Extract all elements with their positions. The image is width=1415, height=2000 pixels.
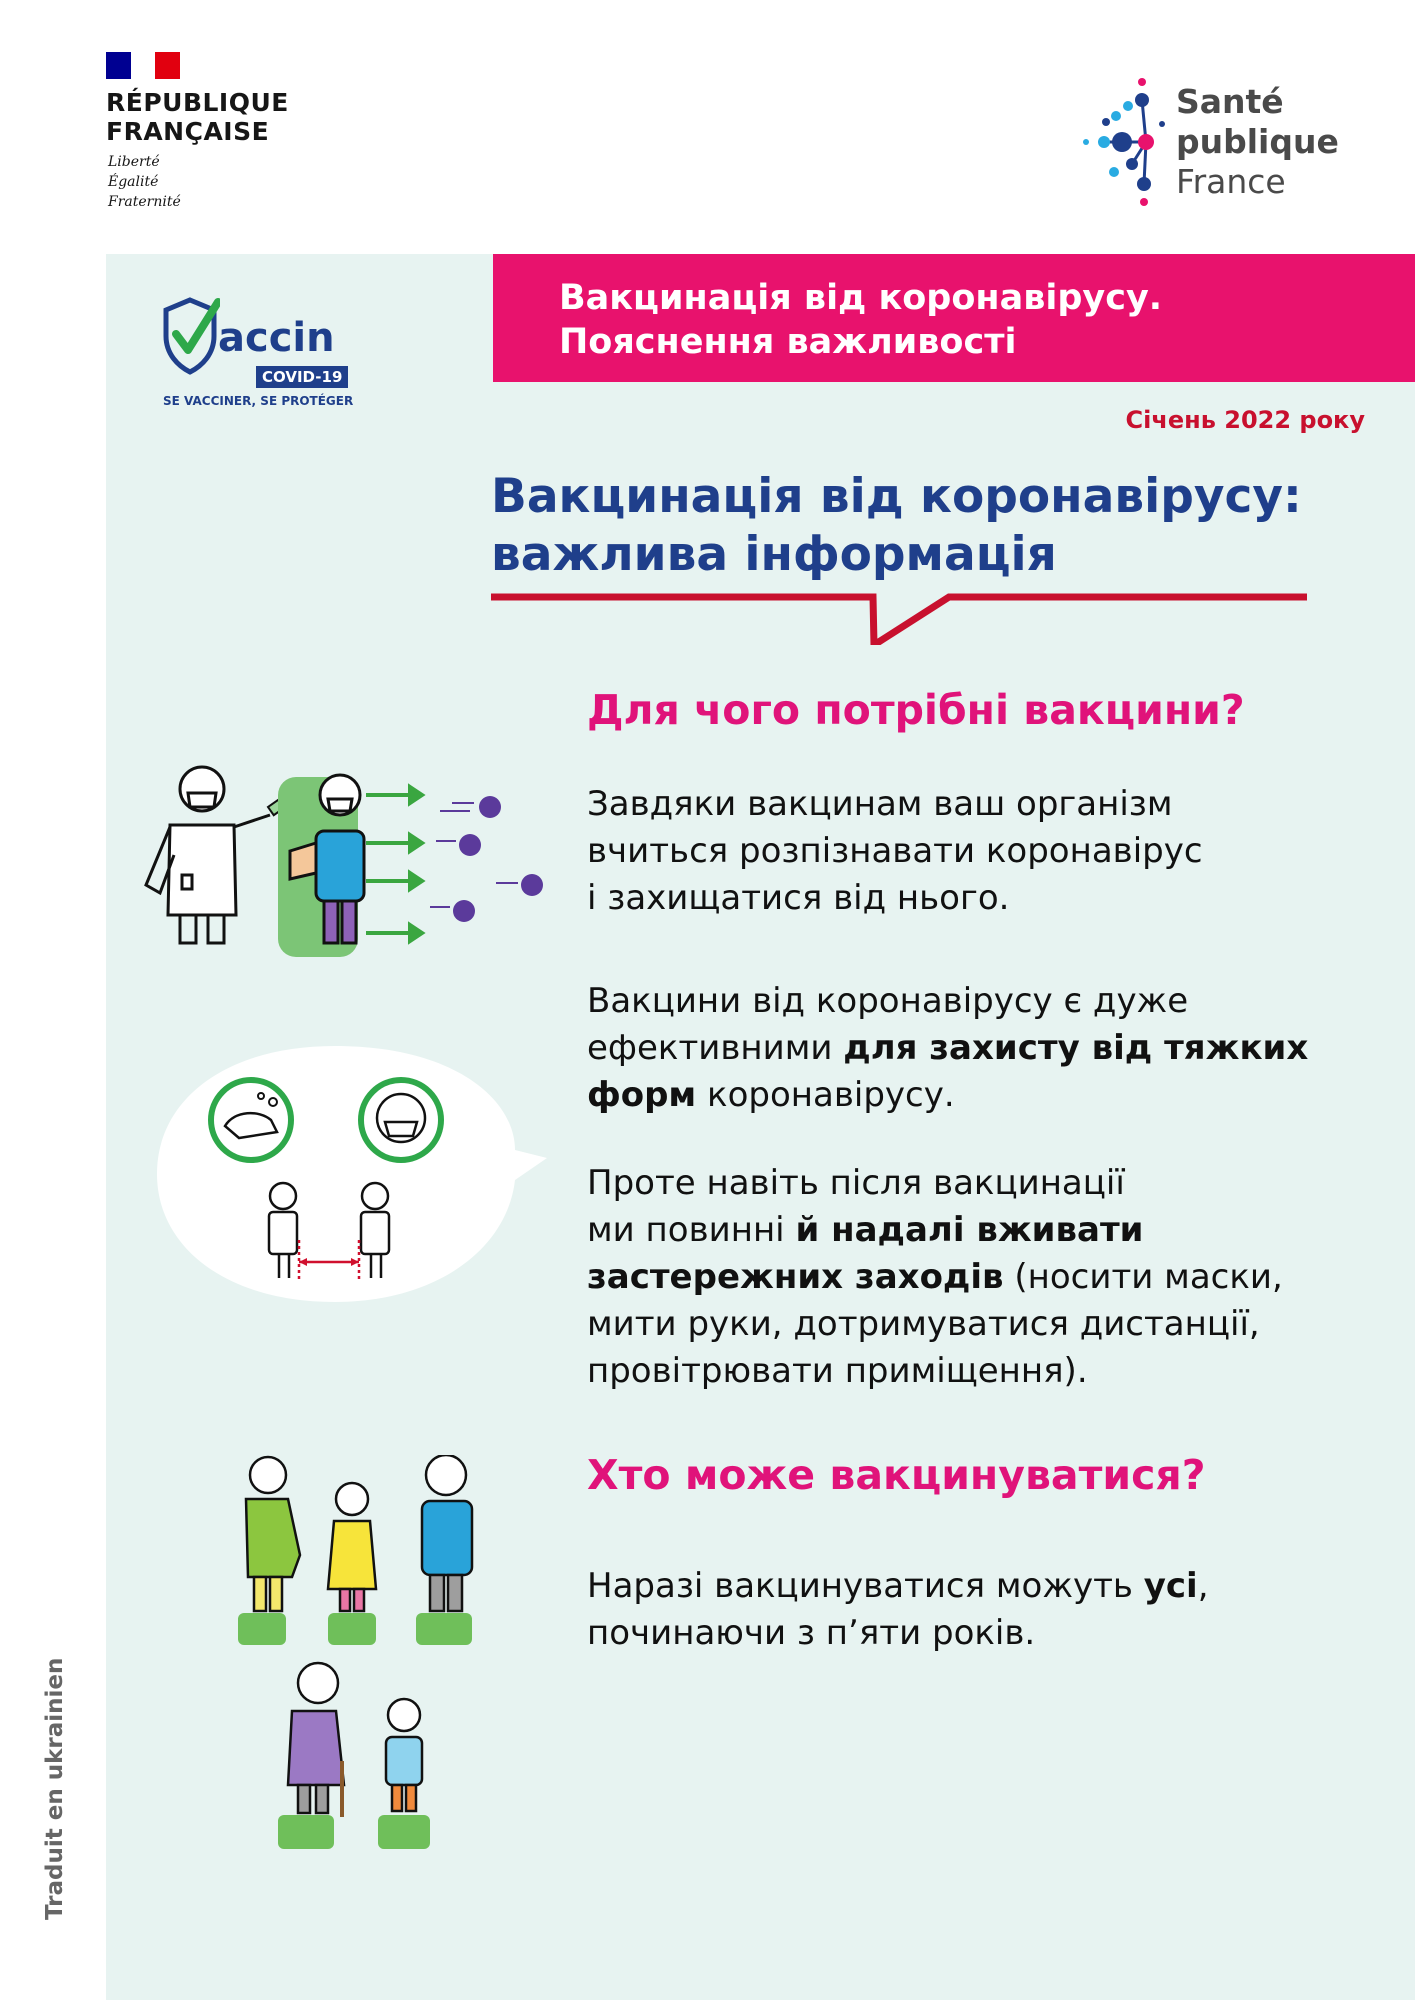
sante-publique-france-logo: [1076, 72, 1339, 212]
republique-word: RÉPUBLIQUE: [106, 88, 289, 117]
p1-line-1: Завдяки вакцинам ваш організм: [587, 784, 1173, 824]
p4-line-1-text: Наразі вакцинуватися можуть: [587, 1566, 1144, 1606]
p2-line-3-text: коронавірусу.: [696, 1075, 955, 1115]
section-1-paragraph-1: [587, 781, 1397, 922]
p3-line-3-text: (носити маски,: [1003, 1257, 1283, 1297]
banner-text: [559, 276, 1162, 364]
p4-line-1-comma: ,: [1197, 1566, 1209, 1606]
republique-francaise-name: [106, 88, 289, 146]
p2-line-1: Вакцини від коронавірусу є дуже: [587, 981, 1189, 1021]
p4-line-1: [587, 1563, 1397, 1610]
motto-egalite: Égalité: [108, 174, 159, 190]
doctor-icon: [146, 767, 270, 943]
man-blue-icon: [416, 1455, 472, 1645]
child-yellow-icon: [328, 1483, 376, 1645]
page-title-line-2: важлива інформація: [491, 527, 1057, 582]
virus-icon: [430, 796, 543, 922]
p3-line-1: Проте навіть після вакцинації: [587, 1163, 1125, 1203]
section-2-paragraph: [587, 1563, 1397, 1657]
mask-icon: [361, 1080, 441, 1160]
section-1-paragraph-2: [587, 978, 1397, 1119]
p1-line-3: і захищатися від нього.: [587, 878, 1010, 918]
vaccination-illustration: [140, 755, 550, 965]
protection-arrows-icon: [366, 787, 422, 941]
motto-liberte: Liberté: [108, 154, 160, 170]
vaccin-covid-logo: [160, 290, 360, 420]
section-1-heading: Для чого потрібні вакцини?: [587, 686, 1245, 734]
page-title-line-1: Вакцинація від коронавірусу:: [491, 469, 1302, 524]
p2-line-2: [587, 1025, 1397, 1072]
spf-wordmark: [1176, 82, 1339, 202]
p3-line-2-text: ми повинні: [587, 1210, 796, 1250]
p3-line-2-bold: й надалі вживати: [795, 1210, 1144, 1250]
p3-line-4: мити руки, дотримуватися дистанції,: [587, 1304, 1260, 1344]
speech-underline-icon: [491, 585, 1307, 645]
francaise-word: FRANÇAISE: [106, 117, 270, 146]
spf-publique: publique: [1176, 122, 1339, 161]
title-banner: [493, 254, 1415, 382]
vaccinated-people-illustration: [230, 1455, 490, 1855]
p4-line-1-bold: усі: [1143, 1566, 1198, 1606]
patient-icon: [278, 775, 364, 957]
spf-sante: Santé: [1176, 82, 1284, 121]
handwashing-icon: [211, 1080, 291, 1160]
pregnant-woman-icon: [238, 1457, 300, 1645]
republique-francaise-logo: [106, 52, 306, 212]
translation-label: Traduit en ukrainien: [42, 1657, 68, 1920]
p3-line-3: [587, 1254, 1397, 1301]
spf-france: France: [1176, 162, 1286, 201]
covid-badge: COVID-19: [256, 366, 348, 388]
banner-line-2: Пояснення важливості: [559, 322, 1017, 362]
p3-line-3-bold: застережних заходів: [587, 1257, 1004, 1297]
publication-date: Січень 2022 року: [1125, 406, 1365, 434]
section-1-paragraph-3: [587, 1160, 1397, 1395]
p2-line-3-bold: форм: [587, 1075, 697, 1115]
p2-line-3: [587, 1072, 1397, 1119]
banner-line-1: Вакцинація від коронавірусу.: [559, 278, 1163, 318]
republic-motto: [108, 152, 181, 212]
shield-check-icon: [160, 296, 220, 376]
p3-line-5: провітрювати приміщення).: [587, 1351, 1088, 1391]
elderly-person-icon: [278, 1663, 344, 1849]
vaccin-word: accin: [218, 315, 335, 361]
page-title: [491, 468, 1361, 584]
child-blue-icon: [378, 1699, 430, 1849]
p4-line-2: починаючи з п’яти років.: [587, 1613, 1036, 1653]
molecule-icon: [1076, 72, 1176, 212]
section-2-heading: Хто може вакцинуватися?: [587, 1451, 1206, 1499]
french-flag-icon: [106, 52, 180, 79]
p2-line-2-text: ефективними: [587, 1028, 844, 1068]
p1-line-2: вчиться розпізнавати коронавірус: [587, 831, 1203, 871]
motto-fraternite: Fraternité: [108, 194, 181, 210]
p2-line-2-bold: для захисту від тяжких: [843, 1028, 1309, 1068]
vaccin-tagline: SE VACCINER, SE PROTÉGER: [163, 394, 354, 408]
p3-line-2: [587, 1207, 1397, 1254]
barrier-gestures-illustration: [155, 1040, 550, 1305]
